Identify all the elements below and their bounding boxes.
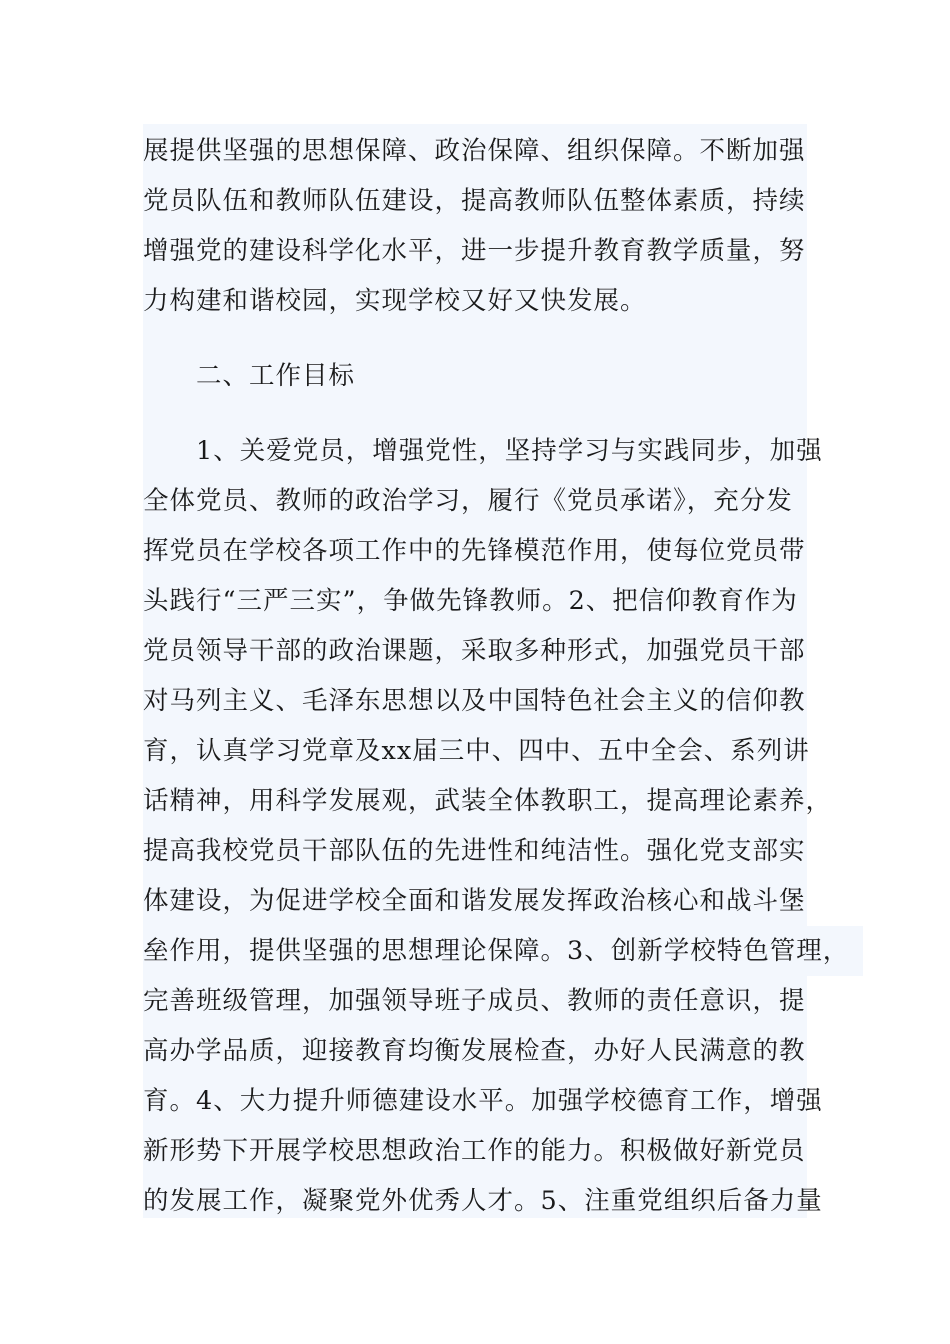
text-line: 话精神，用科学发展观，武装全体教职工，提高理论素养， — [143, 786, 833, 816]
text-line: 党员队伍和教师队伍建设，提高教师队伍整体素质，持续 — [143, 186, 806, 216]
text-line: 的发展工作，凝聚党外优秀人才。5、注重党组织后备力量 — [143, 1186, 823, 1216]
text-line: 新形势下开展学校思想政治工作的能力。积极做好新党员 — [143, 1136, 806, 1166]
text-line: 对马列主义、毛泽东思想以及中国特色社会主义的信仰教 — [143, 686, 806, 716]
text-line: 头践行“三严三实”，争做先锋教师。2、把信仰教育作为 — [143, 586, 798, 616]
text-line: 挥党员在学校各项工作中的先锋模范作用，使每位党员带 — [143, 536, 806, 566]
text-line: 1、关爱党员，增强党性，坚持学习与实践同步，加强 — [196, 436, 823, 466]
text-line: 育，认真学习党章及xx届三中、四中、五中全会、系列讲 — [143, 736, 810, 766]
text-line: 力构建和谐校园，实现学校又好又快发展。 — [143, 286, 647, 316]
text-line: 育。4、大力提升师德建设水平。加强学校德育工作，增强 — [143, 1086, 823, 1116]
text-line: 党员领导干部的政治课题，采取多种形式，加强党员干部 — [143, 636, 806, 666]
section-heading: 二、工作目标 — [196, 361, 356, 391]
text-line: 高办学品质，迎接教育均衡发展检查，办好人民满意的教 — [143, 1036, 806, 1066]
text-line: 垒作用，提供坚强的思想理论保障。3、创新学校特色管理， — [143, 926, 863, 976]
text-line: 体建设，为促进学校全面和谐发展发挥政治核心和战斗堡 — [143, 886, 806, 916]
text-line: 展提供坚强的思想保障、政治保障、组织保障。不断加强 — [143, 136, 806, 166]
text-line: 提高我校党员干部队伍的先进性和纯洁性。强化党支部实 — [143, 836, 806, 866]
text-line: 全体党员、教师的政治学习，履行《党员承诺》，充分发 — [143, 486, 793, 516]
document-body — [143, 124, 850, 1218]
text-line: 增强党的建设科学化水平，进一步提升教育教学质量，努 — [143, 236, 806, 266]
text-line: 完善班级管理，加强领导班子成员、教师的责任意识，提 — [143, 986, 806, 1016]
